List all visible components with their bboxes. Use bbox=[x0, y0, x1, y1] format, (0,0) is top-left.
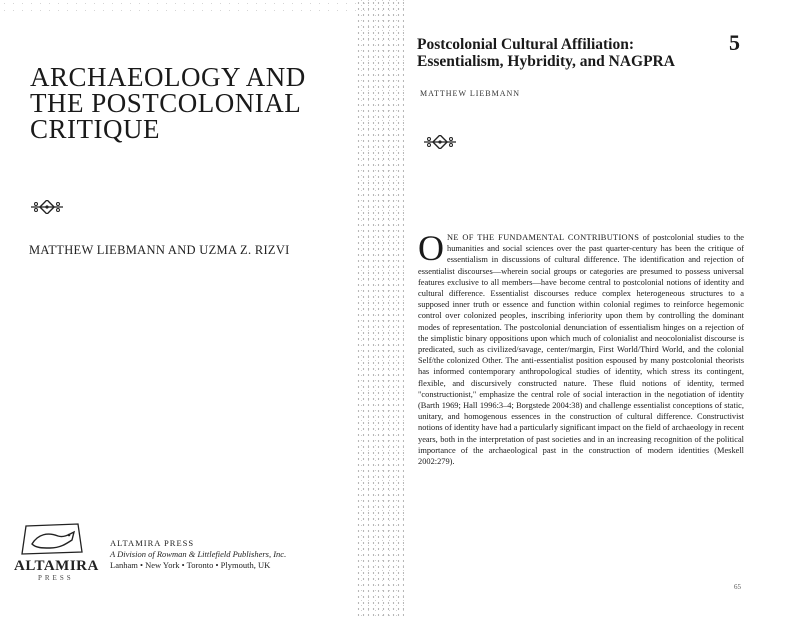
page-folio: 65 bbox=[734, 583, 741, 591]
book-authors: MATTHEW LIEBMANN AND UZMA Z. RIZVI bbox=[29, 243, 290, 257]
logo-word: ALTAMIRA bbox=[14, 558, 99, 574]
chapter-number: 5 bbox=[729, 30, 740, 55]
chapter-title-line-2: Essentialism, Hybridity, and NAGPRA bbox=[417, 53, 675, 70]
chapter-body bbox=[418, 228, 744, 467]
diamond-scroll-ornament-icon bbox=[31, 200, 63, 214]
chapter-title-line-1: Postcolonial Cultural Affiliation: bbox=[417, 36, 634, 53]
body-text: of postcolonial studies to the humanities and social sciences over the past quarter-century has been the critique of essentialism in discussions of cultural difference. The identification and rejection of essentialist discourses—wherein social groups or categories are presumed to possess universal features exclusive to all members—have become central to postcolonial notions of identity and cultural difference. Essentialist discourses reduce complex heterogeneous structures to a supposed inner truth or essence and function within colonial regimes to reinforce hegemonic control over colonized peoples, inscribing inferiority upon them by controlling the dominant modes of representation. The postcolonial denunciation of essentialism hinges on a rejection of the simplistic binary oppositions upon which much of colonialist and neocolonialist discourse is predicated, such as civilized/savage, center/margin, First World/Third World, and the colonial Self/the colonized Other. The anti-essentialist position espoused by many postcolonial theorists has informed contemporary anthropological studies of identity, which stress its contingent, flexible, and discursively constructed nature. These fluid notions of identity, termed "constructionist," emphasize the central role of social interaction in the negotiation of identity (Barth 1969; Hall 1996:3–4; Borgstede 2004:38) and challenge essentialist conceptions of static, unitary, and homogenous essences in the construction of cultural difference. Constructivist notions of identity have had a particularly significant impact on the field of archaeology in recent years, both in the interpretation of past societies and in an increasing recognition of the political importance of the archaeological past in the construction of modern identities (Meskell 2002:279). bbox=[418, 233, 744, 467]
book-gutter-shadow bbox=[356, 0, 404, 617]
publisher-name: ALTAMIRA PRESS bbox=[110, 538, 195, 548]
left-page bbox=[0, 0, 372, 617]
diamond-scroll-ornament-icon bbox=[424, 135, 456, 149]
body-paragraph bbox=[418, 228, 744, 467]
publisher-info bbox=[110, 538, 286, 571]
scan-noise bbox=[0, 0, 372, 16]
drop-cap: O bbox=[418, 228, 444, 268]
book-title: ARCHAEOLOGY AND THE POSTCOLONIAL CRITIQUE bbox=[30, 62, 306, 144]
right-page bbox=[372, 0, 795, 617]
chapter-title bbox=[417, 36, 717, 70]
chapter-author: MATTHEW LIEBMANN bbox=[420, 89, 521, 98]
publisher-cities: Lanham • New York • Toronto • Plymouth, UK bbox=[110, 560, 271, 570]
opening-small-caps: NE OF THE FUNDAMENTAL CONTRIBUTIONS bbox=[447, 233, 640, 242]
logo-press: PRESS bbox=[38, 574, 74, 582]
publisher-division: A Division of Rowman & Littlefield Publishers, Inc. bbox=[110, 549, 287, 559]
